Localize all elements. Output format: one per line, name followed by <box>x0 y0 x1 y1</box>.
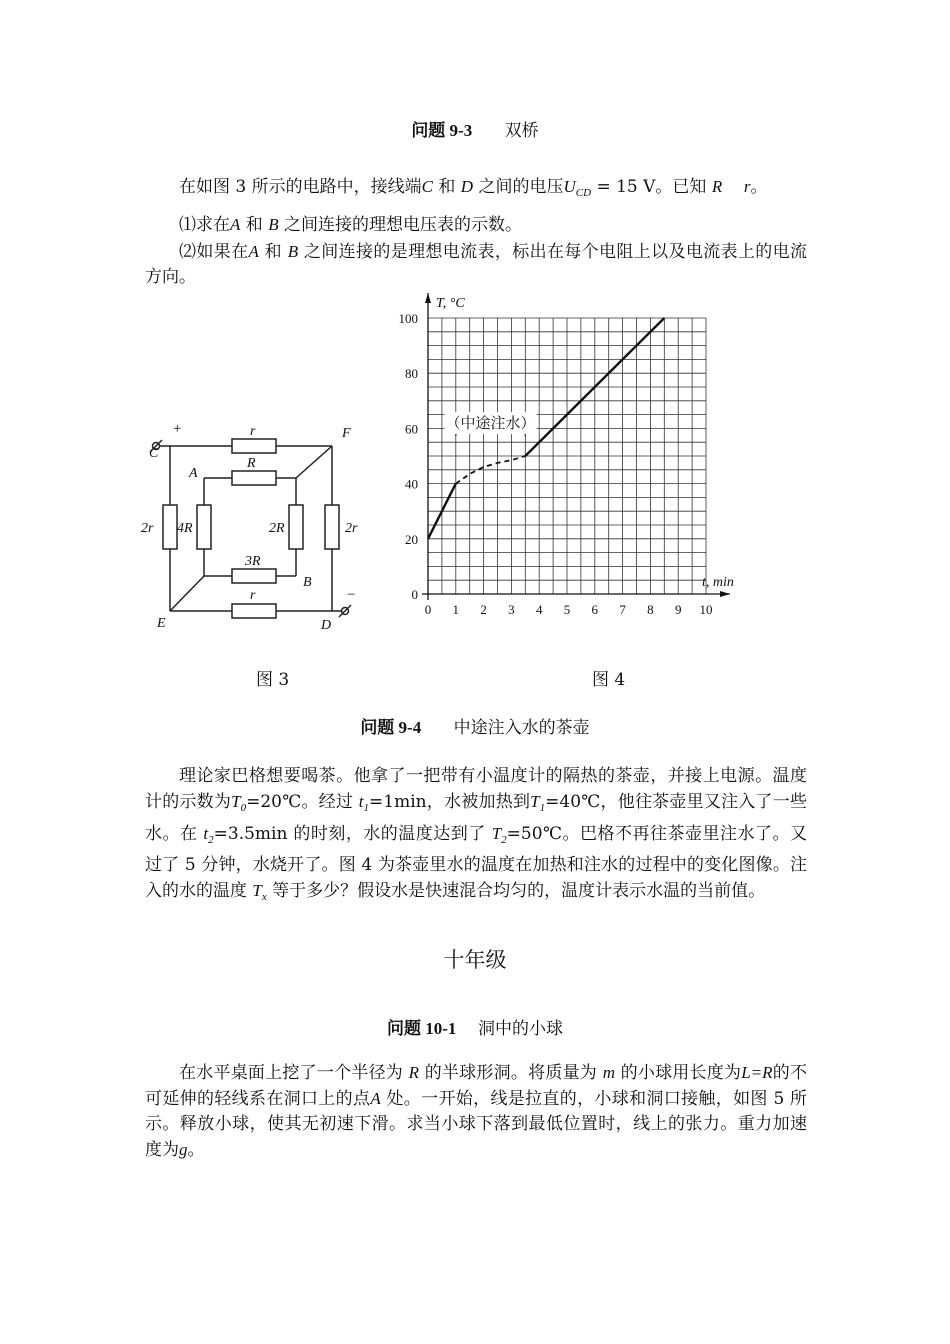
chart-ticks <box>399 296 734 617</box>
chart-annotations <box>445 412 537 436</box>
problem-9-4-text: 理论家巴格想要喝茶。他拿了一把带有小温度计的隔热的茶壶，并接上电源。温度计的示数为$T_0=20℃$。经过 $t_1=1\min$，水被加热到$T_1=40℃$，他往茶壶里又注入了一些水。在 $t_2=3.5\min$ 的时刻，水的温度达到了 $T_2=50℃$。巴格不再往茶壶里注水了。又过了 5 分钟，水烧开了。图 4 为茶壶里水的温度在加热和注水的过程中的变化图像。注入的水的温度 $T_x$ 等于多少？假设水是快速混合均匀的，温度计表示水温的当前值。 <box>145 766 808 903</box>
y-tick-label: 0 <box>411 587 418 602</box>
label-r-right-inner: 2R <box>269 521 285 536</box>
problem-9-4-heading <box>0 713 950 738</box>
y-tick-label: 20 <box>405 531 418 547</box>
resistor-right-outer <box>325 505 339 549</box>
y-axis-label: T, °C <box>436 296 465 311</box>
problem-9-3-question-2: ⑵如果在A 和 B 之间连接的是理想电流表，标出在每个电阻上以及电流表上的电流方向。 <box>145 242 808 287</box>
label-r-top-inner: R <box>247 456 256 471</box>
x-tick-label: 2 <box>480 602 487 617</box>
minus-sign: − <box>347 587 356 603</box>
y-tick-label: 60 <box>405 421 418 437</box>
resistor-left-inner <box>197 505 211 549</box>
annotation-label: （中途注水） <box>445 416 536 433</box>
temperature-chart <box>380 285 760 625</box>
resistor-bottom-inner <box>232 569 276 583</box>
problem-9-3-title: 双桥 <box>504 121 539 141</box>
figure-3-caption: 图 3 <box>256 670 290 690</box>
x-tick-label: 7 <box>619 602 626 617</box>
x-tick-label: 1 <box>452 602 460 617</box>
x-tick-label: 5 <box>563 602 571 617</box>
y-tick-label: 100 <box>398 311 418 326</box>
chart-grid <box>428 318 706 594</box>
node-e: E <box>157 616 166 631</box>
circuit-diagram <box>135 415 375 640</box>
problem-9-3-heading <box>0 116 950 141</box>
label-r-top-outer: r <box>250 424 256 439</box>
resistor-right-inner <box>289 505 303 549</box>
label-r-bottom-outer: r <box>250 588 256 603</box>
figure-4-caption: 图 4 <box>592 670 626 690</box>
x-tick-label: 6 <box>591 602 599 617</box>
x-tick-label: 4 <box>535 602 543 617</box>
problem-9-3-question-1: ⑴求在A 和 B 之间连接的理想电压表的示数。 <box>179 215 522 235</box>
label-r-left-inner: 4R <box>177 521 193 536</box>
x-tick-label: 3 <box>508 602 515 617</box>
x-tick-label: 0 <box>424 602 432 617</box>
grade-heading: 十年级 <box>443 948 507 972</box>
label-r-right-outer: 2r <box>345 521 358 536</box>
node-c: C <box>149 446 159 461</box>
problem-9-3-intro: 在如图 3 所示的电路中，接线端C 和 D 之间的电压$U_{CD} = 15$ V。已知 R r。 <box>179 177 768 199</box>
x-tick-label: 9 <box>674 602 682 617</box>
x-tick-label: 8 <box>647 602 654 617</box>
problem-9-4-number: 问题 9-4 <box>360 718 422 737</box>
resistor-left-outer <box>163 505 177 549</box>
y-axis-arrow <box>425 293 431 303</box>
resistor-top-inner <box>232 471 276 485</box>
problem-10-1-text: 在水平桌面上挖了一个半径为 R 的半球形洞。将质量为 m 的小球用长度为L=R的不可延伸的轻线系在洞口上的点A 处。一开始，线是拉直的，小球和洞口接触，如图 5 所示。释放小球，使其无初速下滑。求当小球下落到最低位置时，线上的张力。重力加速度为g。 <box>145 1063 808 1160</box>
x-tick-label: 10 <box>699 602 713 617</box>
problem-9-4-title: 中途注入水的茶壶 <box>453 718 590 738</box>
node-a: A <box>189 466 198 481</box>
label-r-bottom-inner: 3R <box>245 554 261 569</box>
resistor-top-outer <box>232 439 276 453</box>
label-r-left-outer: 2r <box>141 521 154 536</box>
y-tick-label: 80 <box>405 366 418 382</box>
node-d: D <box>321 618 332 633</box>
node-f: F <box>342 426 351 441</box>
plus-sign: + <box>173 421 182 437</box>
y-tick-label: 40 <box>405 476 418 492</box>
node-b: B <box>303 575 312 590</box>
chart-axes <box>422 293 730 600</box>
problem-10-1-number: 问题 10-1 <box>386 1019 457 1038</box>
problem-10-1-title: 洞中的小球 <box>478 1019 564 1039</box>
x-axis-label: t, min <box>702 575 734 590</box>
x-axis-arrow <box>720 591 730 597</box>
resistor-bottom-outer <box>232 604 276 618</box>
problem-9-3-number: 问题 9-3 <box>411 121 473 140</box>
problem-10-1-heading <box>0 1014 950 1039</box>
